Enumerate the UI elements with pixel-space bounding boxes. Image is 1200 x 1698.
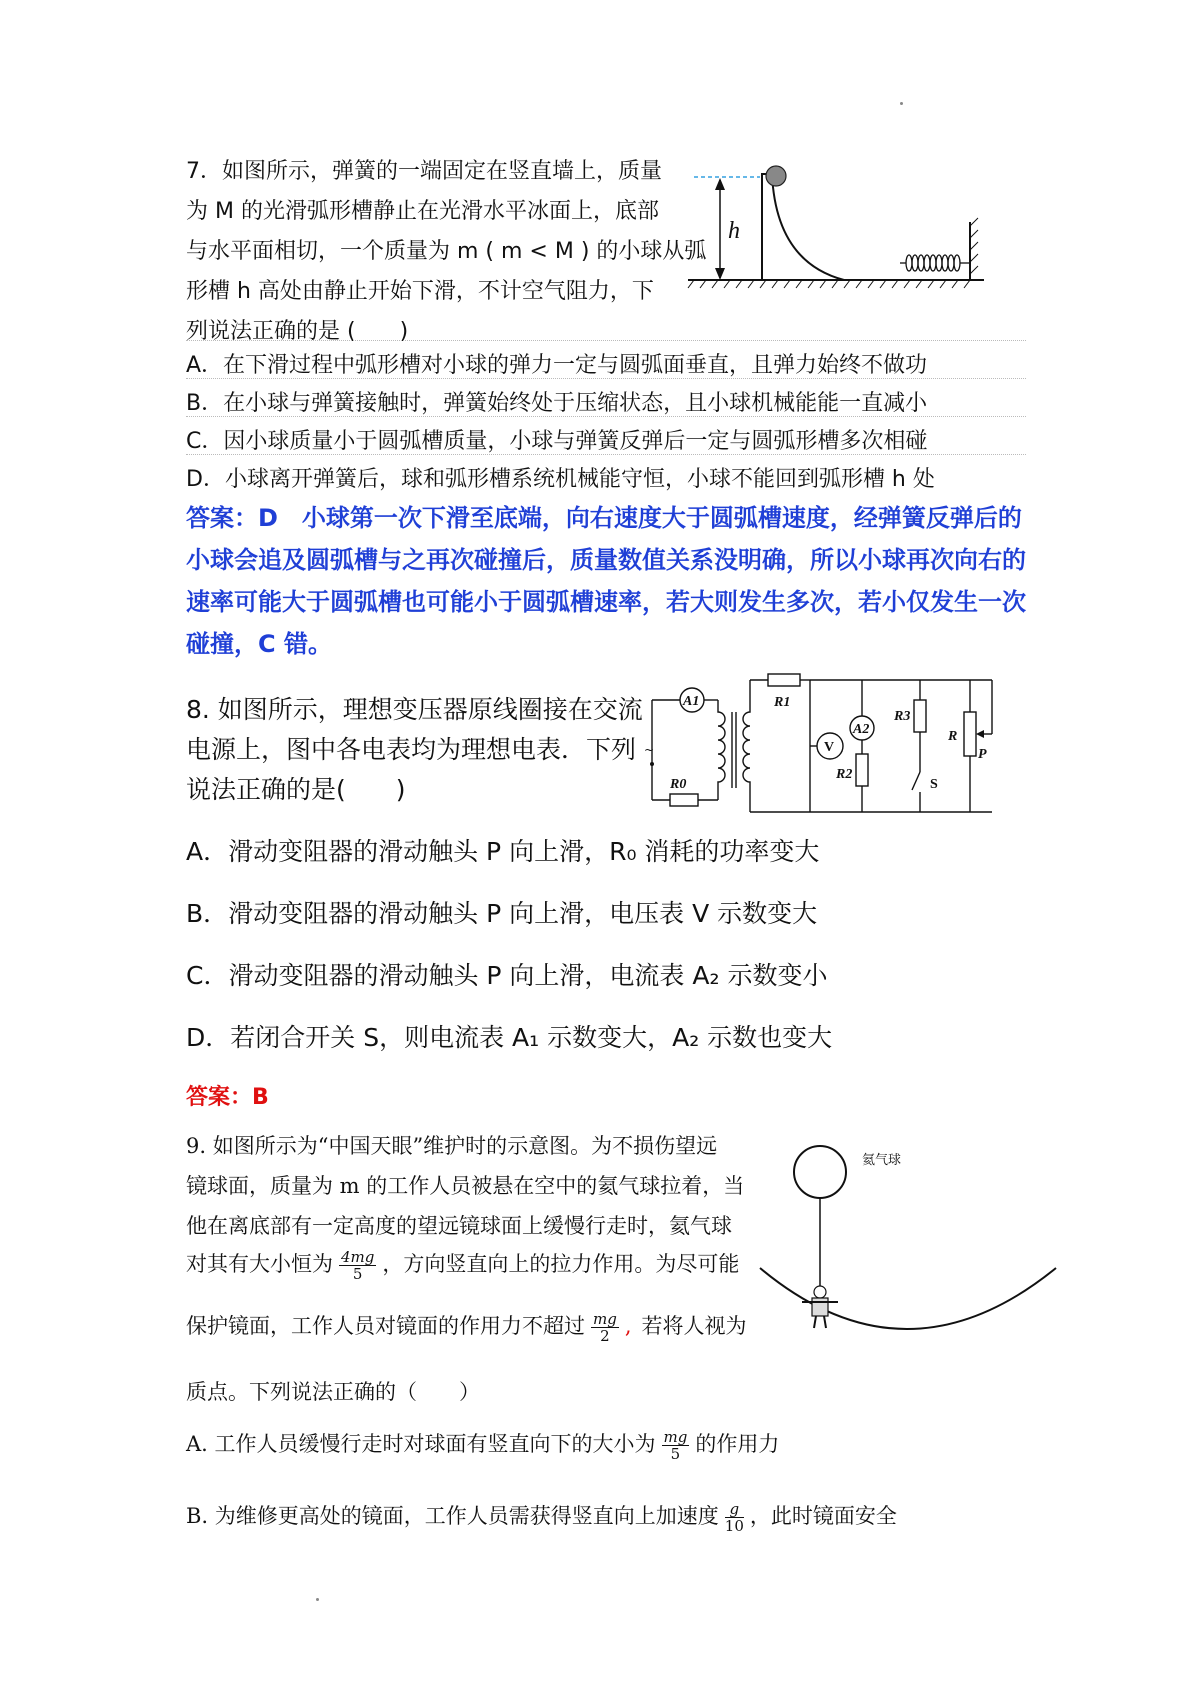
label-r3: R3 — [894, 709, 911, 724]
q8-line-2: 电源上，图中各电表均为理想电表．下列 — [186, 735, 637, 764]
divider — [186, 378, 1026, 379]
q9-line-5: 保护镜面，工作人员对镜面的作用力不超过 $\frac{mg}{2}$ , 若将人视为 — [186, 1309, 747, 1345]
balloon-label: 氦气球 — [862, 1153, 902, 1168]
q9-line-1: 9. 如图所示为“中国天眼”维护时的示意图。为不损伤望远 — [186, 1134, 718, 1158]
divider — [186, 416, 1026, 417]
label-r1: R1 — [774, 695, 791, 710]
spring-icon — [900, 255, 970, 271]
label-s: S — [930, 777, 938, 792]
corner-mark — [900, 102, 903, 105]
q7-option-a: A．在下滑过程中弧形槽对小球的弹力一定与圆弧面垂直，且弹力始终不做功 — [186, 353, 928, 378]
q8-line-1: 8. 如图所示，理想变压器原线圈接在交流 — [186, 695, 643, 724]
q9-option-a: A. 工作人员缓慢行走时对球面有竖直向下的大小为 $\frac{mg}{5}$ 的作用力 — [186, 1427, 780, 1463]
q7-answer-3: 速率可能大于圆弧槽也可能小于圆弧槽速率，若大则发生多次，若小仅发生一次 — [186, 588, 1026, 616]
q7-answer-2: 小球会追及圆弧槽与之再次碰撞后，质量数值关系没明确，所以小球再次向右的 — [186, 546, 1026, 574]
q8-answer: 答案：B — [186, 1085, 269, 1110]
label-a1: A1 — [683, 694, 700, 709]
q9-line-2: 镜球面，质量为 m 的工作人员被悬在空中的氦气球拉着，当 — [186, 1174, 745, 1198]
q9-figure — [756, 1120, 1066, 1360]
fraction: $\frac{mg}{5}$ — [663, 1427, 688, 1463]
divider — [186, 454, 1026, 455]
q7-line-1: 7．如图所示，弹簧的一端固定在竖直墙上，质量 — [186, 159, 662, 184]
fraction: $\frac{4mg}{5}$ — [341, 1247, 375, 1283]
q7-line-3: 与水平面相切，一个质量为 m ( m < M ) 的小球从弧 — [186, 239, 707, 264]
q7-figure — [684, 152, 1004, 312]
svg-text:~: ~ — [644, 743, 655, 757]
q9-line-6: 质点。下列说法正确的（ ） — [186, 1380, 480, 1404]
q9-line-5-pre: 保护镜面，工作人员对镜面的作用力不超过 — [186, 1314, 585, 1338]
worker-icon — [802, 1286, 838, 1328]
label-p: P — [978, 747, 987, 762]
q7-line-4: 形槽 h 高处由静止开始下滑，不计空气阻力，下 — [186, 279, 654, 304]
q8-option-a: A．滑动变阻器的滑动触头 P 向上滑，R₀ 消耗的功率变大 — [186, 837, 820, 866]
fraction: $\frac{mg}{2}$ — [593, 1309, 617, 1345]
label-v: V — [824, 740, 835, 755]
balloon-icon — [794, 1146, 846, 1198]
q8-line-3: 说法正确的是( ) — [186, 775, 406, 804]
label-r2: R2 — [836, 767, 853, 782]
q7-answer-1: 答案：D 小球第一次下滑至底端，向右速度大于圆弧槽速度，经弹簧反弹后的 — [186, 504, 1022, 532]
divider — [186, 340, 1026, 341]
q9-option-b: B. 为维修更高处的镜面，工作人员需获得竖直向上加速度 $\frac{g}{10}$ ，此时镜面安全 — [186, 1499, 897, 1535]
q9-line-5-post: 若将人视为 — [641, 1314, 747, 1338]
q9-line-4-pre: 对其有大小恒为 — [186, 1252, 333, 1276]
q8-option-d: D．若闭合开关 S，则电流表 A₁ 示数变大，A₂ 示数也变大 — [186, 1023, 833, 1052]
q7-answer-4: 碰撞，C 错。 — [186, 630, 332, 658]
q9-line-4 — [186, 1248, 739, 1283]
ball-icon — [766, 166, 786, 186]
q8-circuit — [640, 668, 1030, 818]
q8-option-b: B．滑动变阻器的滑动触头 P 向上滑，电压表 V 示数变大 — [186, 899, 818, 928]
q7-option-d: D．小球离开弹簧后，球和弧形槽系统机械能守恒，小球不能回到弧形槽 h 处 — [186, 467, 935, 492]
q8-option-c: C．滑动变阻器的滑动触头 P 向上滑，电流表 A₂ 示数变小 — [186, 961, 828, 990]
fraction: $\frac{g}{10}$ — [724, 1499, 744, 1535]
q7-line-5: 列说法正确的是 ( ) — [186, 319, 409, 344]
label-r: R — [948, 729, 958, 744]
q9-line-4-post: ，方向竖直向上的拉力作用。为尽可能 — [382, 1252, 740, 1276]
q7-line-2: 为 M 的光滑弧形槽静止在光滑水平冰面上，底部 — [186, 199, 659, 224]
label-a2: A2 — [853, 722, 870, 737]
label-r0: R0 — [670, 777, 687, 792]
q9-line-3: 他在离底部有一定高度的望远镜球面上缓慢行走时，氦气球 — [186, 1214, 732, 1238]
q7-option-b: B．在小球与弹簧接触时，弹簧始终处于压缩状态，且小球机械能能一直减小 — [186, 391, 928, 416]
q7-option-c: C．因小球质量小于圆弧槽质量，小球与弹簧反弹后一定与圆弧形槽多次相碰 — [186, 429, 928, 454]
footer-mark — [316, 1598, 319, 1601]
q7-height-label: h — [728, 218, 740, 244]
